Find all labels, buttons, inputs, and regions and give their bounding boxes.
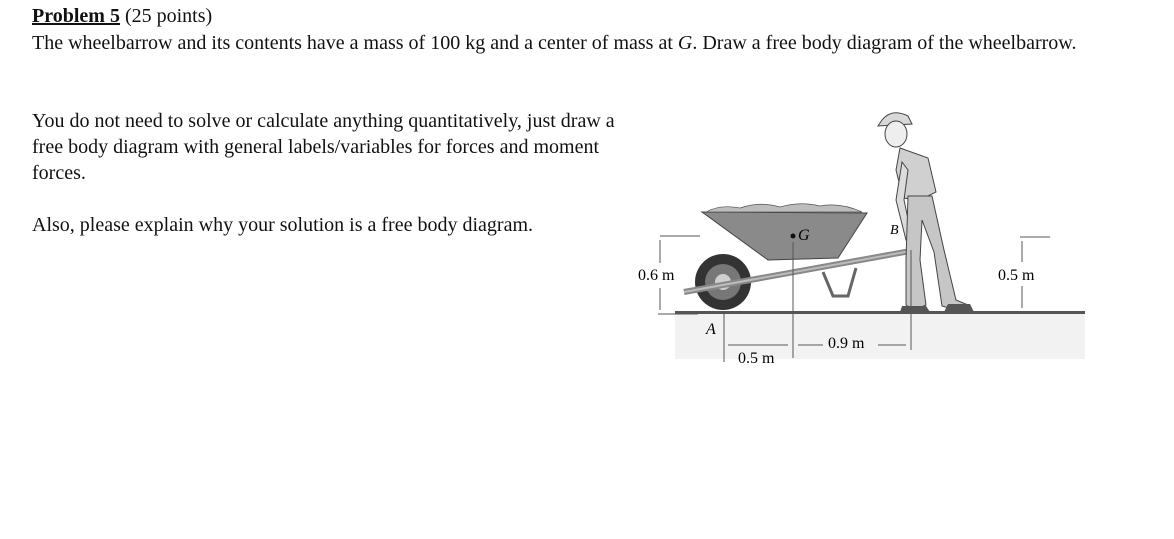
dim-wheel-to-g-label: 0.5 m bbox=[738, 350, 775, 367]
problem-points: (25 points) bbox=[119, 5, 213, 27]
wheelbarrow-tray bbox=[702, 204, 867, 260]
ground-line bbox=[675, 311, 1085, 314]
statement-g: G bbox=[677, 32, 693, 54]
wheelbarrow-figure bbox=[620, 100, 1100, 380]
wheelbarrow-leg bbox=[823, 268, 856, 296]
label-b: B bbox=[890, 223, 899, 238]
dim-left-height-label: 0.6 m bbox=[638, 267, 675, 284]
center-of-mass-point bbox=[791, 234, 796, 239]
dim-g-to-b-label: 0.9 m bbox=[828, 335, 865, 352]
label-a: A bbox=[706, 321, 716, 338]
label-g: G bbox=[798, 227, 810, 244]
problem-heading bbox=[32, 3, 212, 29]
ground-shade bbox=[675, 314, 1085, 359]
dim-right-height-label: 0.5 m bbox=[998, 267, 1035, 284]
question-paragraph: Also, please explain why your solution is a free body diagram. bbox=[32, 214, 533, 236]
person-figure bbox=[878, 113, 974, 312]
statement-part-1: The wheelbarrow and its contents have a mass of 100 kg and a center of mass at bbox=[32, 32, 678, 54]
statement-part-2: . Draw a free body diagram of the wheelbarrow. bbox=[692, 32, 1077, 54]
problem-number: Problem 5 bbox=[32, 5, 120, 27]
instruction-paragraph: You do not need to solve or calculate anything quantitatively, just draw a free body diagram with general labels/variables for forces and moment forces. bbox=[32, 110, 615, 184]
problem-statement bbox=[32, 30, 1132, 57]
